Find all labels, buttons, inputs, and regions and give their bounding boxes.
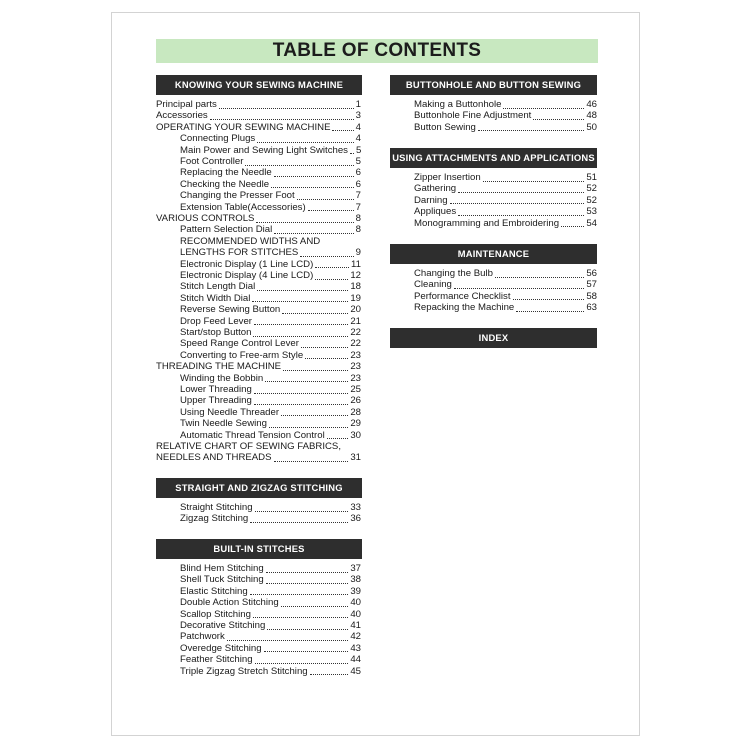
toc-entry-label: Lower Threading — [180, 384, 252, 395]
section-heading-straight-zigzag: STRAIGHT AND ZIGZAG STITCHING — [156, 478, 362, 498]
toc-entry — [180, 418, 361, 430]
dot-leader — [267, 629, 348, 630]
toc-entry-page: 20 — [350, 304, 361, 316]
dot-leader — [253, 617, 348, 618]
dot-leader — [561, 226, 584, 227]
dot-leader — [257, 290, 348, 291]
toc-entry-label: Connecting Plugs — [180, 133, 256, 145]
dot-leader — [297, 199, 354, 200]
toc-entry-label: Electronic Display (1 Line LCD) — [180, 258, 314, 270]
toc-entry — [180, 179, 361, 191]
dot-leader — [250, 522, 348, 523]
toc-entry-page: 45 — [350, 665, 361, 677]
toc-entry-page: 4 — [355, 121, 361, 133]
section-heading-buttonhole: BUTTONHOLE AND BUTTON SEWING — [390, 75, 597, 95]
toc-entry-page: 5 — [355, 144, 362, 156]
dot-leader — [274, 176, 354, 177]
dot-leader — [310, 674, 349, 675]
toc-entry-page: 22 — [350, 338, 361, 350]
toc-entry-page: 6 — [355, 167, 361, 179]
toc-entry-label: Decorative Stitching — [180, 620, 266, 631]
dot-leader — [219, 108, 354, 109]
toc-entry-page: 54 — [586, 217, 597, 229]
toc-entry-label: RECOMMENDED WIDTHS AND — [180, 235, 321, 247]
toc-entry-label: Making a Buttonhole — [414, 99, 502, 110]
toc-entry-page: 7 — [355, 190, 361, 202]
toc-entry-page: 4 — [355, 133, 361, 145]
toc-entry — [156, 213, 361, 225]
toc-entry-label: Zipper Insertion — [414, 172, 481, 183]
toc-entry-label: Feather Stitching — [180, 654, 253, 666]
section-heading-index: INDEX — [390, 328, 597, 348]
dot-leader — [495, 277, 584, 278]
toc-entry — [156, 452, 361, 464]
toc-entry-label: NEEDLES AND THREADS — [156, 452, 272, 464]
dot-leader — [245, 165, 353, 166]
toc-entry-label: Extension Table(Accessories) — [180, 201, 306, 213]
dot-leader — [483, 181, 585, 182]
dot-leader — [264, 651, 349, 652]
toc-entry-label: Electronic Display (4 Line LCD) — [180, 270, 314, 281]
toc-entry — [156, 99, 361, 111]
dot-leader — [458, 215, 584, 216]
toc-entry — [414, 291, 597, 303]
toc-entry — [180, 224, 361, 236]
toc-entry — [414, 122, 597, 134]
toc-entry — [414, 110, 597, 122]
toc-entry-label: Stitch Width Dial — [180, 292, 251, 304]
toc-entry-page: 3 — [355, 110, 361, 122]
toc-entry-label: THREADING THE MACHINE — [156, 361, 282, 373]
toc-entry-label: Straight Stitching — [180, 502, 253, 513]
toc-entry-page: 22 — [350, 327, 361, 338]
dot-leader — [350, 153, 354, 154]
toc-entry-label: Darning — [414, 194, 448, 206]
toc-entry — [180, 430, 361, 442]
toc-entry-page: 23 — [350, 372, 361, 384]
toc-entry — [180, 281, 361, 293]
toc-entry-page: 56 — [586, 268, 597, 279]
toc-entry — [414, 279, 597, 291]
toc-entry-label: Upper Threading — [180, 395, 252, 407]
toc-entry-page: 28 — [350, 406, 361, 418]
toc-entry-page: 30 — [350, 429, 361, 441]
page-title: TABLE OF CONTENTS — [272, 40, 482, 61]
toc-entry-page: 25 — [350, 384, 361, 395]
toc-entry — [414, 218, 597, 230]
toc-entry — [180, 620, 361, 632]
toc-entry — [414, 99, 597, 111]
dot-leader — [255, 663, 349, 664]
toc-entry-label: Drop Feed Lever — [180, 315, 252, 327]
toc-entry-page: 44 — [350, 654, 361, 666]
toc-entry-label: Checking the Needle — [180, 178, 270, 190]
toc-entry — [180, 574, 361, 586]
dot-leader — [254, 404, 349, 405]
dot-leader — [315, 267, 349, 268]
toc-entry-label: Cleaning — [414, 279, 452, 291]
toc-entry-label: OPERATING YOUR SEWING MACHINE — [156, 121, 331, 133]
toc-entry — [180, 133, 361, 145]
dot-leader — [281, 415, 348, 416]
toc-entry-label: Start/stop Button — [180, 327, 252, 338]
toc-entry-page: 9 — [355, 247, 361, 259]
toc-entry — [180, 259, 361, 271]
toc-entry-page: 21 — [350, 315, 361, 327]
dot-leader — [305, 358, 348, 359]
toc-entry — [180, 407, 361, 419]
toc-entry-label: Using Needle Threader — [180, 406, 280, 418]
toc-entry — [180, 316, 361, 328]
toc-entry-page: 11 — [351, 258, 361, 270]
toc-entry — [414, 172, 597, 184]
toc-entry — [180, 586, 361, 598]
section-heading-built-in: BUILT-IN STITCHES — [156, 539, 362, 559]
dot-leader — [327, 438, 349, 439]
dot-leader — [254, 324, 348, 325]
toc-entry-label: Speed Range Control Lever — [180, 338, 299, 350]
toc-entry — [180, 502, 361, 514]
toc-entry-label: Changing the Presser Foot — [180, 190, 295, 202]
dot-leader — [253, 336, 348, 337]
dot-leader — [269, 427, 348, 428]
dot-leader — [274, 233, 353, 234]
toc-entry — [180, 350, 361, 362]
dot-leader — [315, 279, 348, 280]
toc-entry-page: 7 — [355, 201, 361, 213]
toc-entry-page: 57 — [586, 279, 597, 291]
toc-entry-label: Replacing the Needle — [180, 167, 272, 179]
dot-leader — [281, 606, 349, 607]
toc-entry-label: Main Power and Sewing Light Switches — [180, 144, 348, 156]
toc-entry-page: 5 — [355, 156, 361, 167]
toc-entry — [180, 145, 361, 157]
dot-leader — [266, 583, 349, 584]
toc-entry — [180, 609, 361, 621]
dot-leader — [266, 572, 349, 573]
toc-entry-label: Button Sewing — [414, 121, 476, 133]
toc-entry-label: Blind Hem Stitching — [180, 563, 264, 574]
toc-entry — [180, 247, 361, 259]
toc-entry-label: Automatic Thread Tension Control — [180, 429, 325, 441]
toc-entry-label: Overedge Stitching — [180, 642, 262, 654]
toc-entry-page: 18 — [350, 281, 361, 293]
section-heading-attachments: USING ATTACHMENTS AND APPLICATIONS — [390, 148, 597, 168]
toc-entry-label: Performance Checklist — [414, 290, 511, 302]
toc-entry-page: 23 — [350, 361, 361, 373]
toc-entry — [156, 122, 361, 134]
toc-entry-label: Winding the Bobbin — [180, 372, 264, 384]
toc-entry — [414, 206, 597, 218]
toc-entry — [180, 654, 361, 666]
toc-entry — [180, 190, 361, 202]
dot-leader — [210, 119, 354, 120]
toc-entry — [180, 666, 361, 678]
toc-entry-page: 52 — [586, 194, 597, 206]
section-heading-maintenance: MAINTENANCE — [390, 244, 597, 264]
toc-entry-label: LENGTHS FOR STITCHES — [180, 247, 299, 259]
toc-entry — [414, 183, 597, 195]
toc-entry-page: 52 — [586, 183, 597, 195]
toc-entry-page: 37 — [350, 563, 361, 574]
toc-entry-page: 23 — [350, 349, 361, 361]
toc-entry-label: Appliques — [414, 206, 457, 218]
toc-entry-page: 8 — [355, 224, 361, 236]
dot-leader — [283, 370, 348, 371]
toc-entry-page: 31 — [350, 452, 361, 464]
toc-entry-label: Converting to Free-arm Style — [180, 349, 304, 361]
toc-entry — [180, 293, 361, 305]
dot-leader — [454, 288, 584, 289]
toc-entry — [180, 202, 361, 214]
toc-entry — [180, 563, 361, 575]
toc-entry-label: Triple Zigzag Stretch Stitching — [180, 665, 308, 677]
dot-leader — [252, 301, 348, 302]
dot-leader — [503, 108, 584, 109]
toc-entry — [180, 270, 361, 282]
toc-entry — [414, 268, 597, 280]
toc-entry-page: 36 — [350, 513, 361, 525]
toc-entry — [180, 384, 361, 396]
toc-entry-label: Twin Needle Sewing — [180, 418, 267, 430]
dot-leader — [300, 256, 353, 257]
dot-leader — [513, 299, 585, 300]
toc-entry-label: Monogramming and Embroidering — [414, 217, 560, 229]
toc-entry-label: Scallop Stitching — [180, 608, 251, 620]
dot-leader — [308, 210, 354, 211]
dot-leader — [533, 119, 584, 120]
dot-leader — [254, 393, 349, 394]
toc-entry — [414, 195, 597, 207]
dot-leader — [332, 130, 353, 131]
dot-leader — [250, 594, 349, 595]
toc-entry — [180, 327, 361, 339]
dot-leader — [450, 203, 585, 204]
toc-entry-label: Patchwork — [180, 631, 225, 643]
toc-entry-label: Foot Controller — [180, 156, 244, 167]
toc-entry-page: 50 — [586, 121, 597, 133]
toc-entry — [180, 373, 361, 385]
toc-entry — [156, 361, 361, 373]
toc-entry — [156, 110, 361, 122]
toc-entry-page: 51 — [586, 172, 597, 183]
toc-entry — [180, 156, 361, 168]
toc-entry-page: 63 — [586, 302, 597, 314]
toc-entry-label: Changing the Bulb — [414, 268, 493, 279]
toc-entry-page: 46 — [586, 99, 597, 110]
toc-entry — [180, 631, 361, 643]
toc-entry-label: RELATIVE CHART OF SEWING FABRICS, — [156, 441, 341, 452]
toc-entry — [414, 302, 597, 314]
dot-leader — [274, 461, 349, 462]
toc-entry-page: 6 — [355, 178, 361, 190]
toc-entry-label: Reverse Sewing Button — [180, 304, 281, 316]
toc-entry — [180, 338, 361, 350]
toc-entry-label: Elastic Stitching — [180, 585, 248, 597]
toc-entry-label: Pattern Selection Dial — [180, 224, 273, 236]
toc-entry-page: 40 — [350, 597, 361, 609]
toc-entry — [180, 513, 361, 525]
toc-entry — [180, 597, 361, 609]
dot-leader — [271, 187, 354, 188]
dot-leader — [227, 640, 349, 641]
dot-leader — [301, 347, 348, 348]
toc-entry-label: VARIOUS CONTROLS — [156, 213, 255, 224]
toc-entry-label: Gathering — [414, 183, 457, 195]
section-heading-knowing: KNOWING YOUR SEWING MACHINE — [156, 75, 362, 95]
toc-entry-label: Repacking the Machine — [414, 302, 515, 314]
dot-leader — [282, 313, 348, 314]
dot-leader — [458, 192, 584, 193]
toc-entry-page: 33 — [350, 502, 361, 513]
dot-leader — [255, 511, 349, 512]
toc-entry-page: 58 — [586, 290, 597, 302]
toc-entry-label: Shell Tuck Stitching — [180, 574, 264, 586]
toc-entry-label: Accessories — [156, 110, 208, 122]
toc-entry-page: 19 — [350, 292, 361, 304]
dot-leader — [257, 142, 353, 143]
toc-entry-page: 8 — [355, 213, 361, 224]
toc-entry-page: 29 — [350, 418, 361, 430]
toc-entry — [180, 167, 361, 179]
toc-entry-page: 1 — [355, 99, 361, 110]
toc-entry-label: Principal parts — [156, 99, 217, 110]
dot-leader — [256, 222, 353, 223]
toc-entry — [180, 395, 361, 407]
dot-leader — [516, 311, 584, 312]
dot-leader — [478, 130, 584, 131]
toc-entry-page: 42 — [350, 631, 361, 643]
toc-entry-page: 38 — [350, 574, 361, 586]
toc-entry-page: 43 — [350, 642, 361, 654]
toc-entry-label: Buttonhole Fine Adjustment — [414, 110, 532, 122]
toc-entry-label: Stitch Length Dial — [180, 281, 256, 293]
toc-entry-page: 40 — [350, 608, 361, 620]
toc-entry-page: 41 — [350, 620, 361, 631]
toc-entry-page: 39 — [350, 585, 361, 597]
dot-leader — [265, 381, 348, 382]
toc-entry — [180, 304, 361, 316]
toc-entry-label: Zigzag Stitching — [180, 513, 249, 525]
toc-entry-page: 48 — [586, 110, 597, 122]
toc-entry-page: 26 — [350, 395, 361, 407]
toc-entry-page: 53 — [586, 206, 597, 218]
title-banner — [156, 39, 598, 63]
toc-entry — [180, 643, 361, 655]
toc-entry-page: 12 — [350, 270, 361, 281]
toc-entry-label: Double Action Stitching — [180, 597, 279, 609]
